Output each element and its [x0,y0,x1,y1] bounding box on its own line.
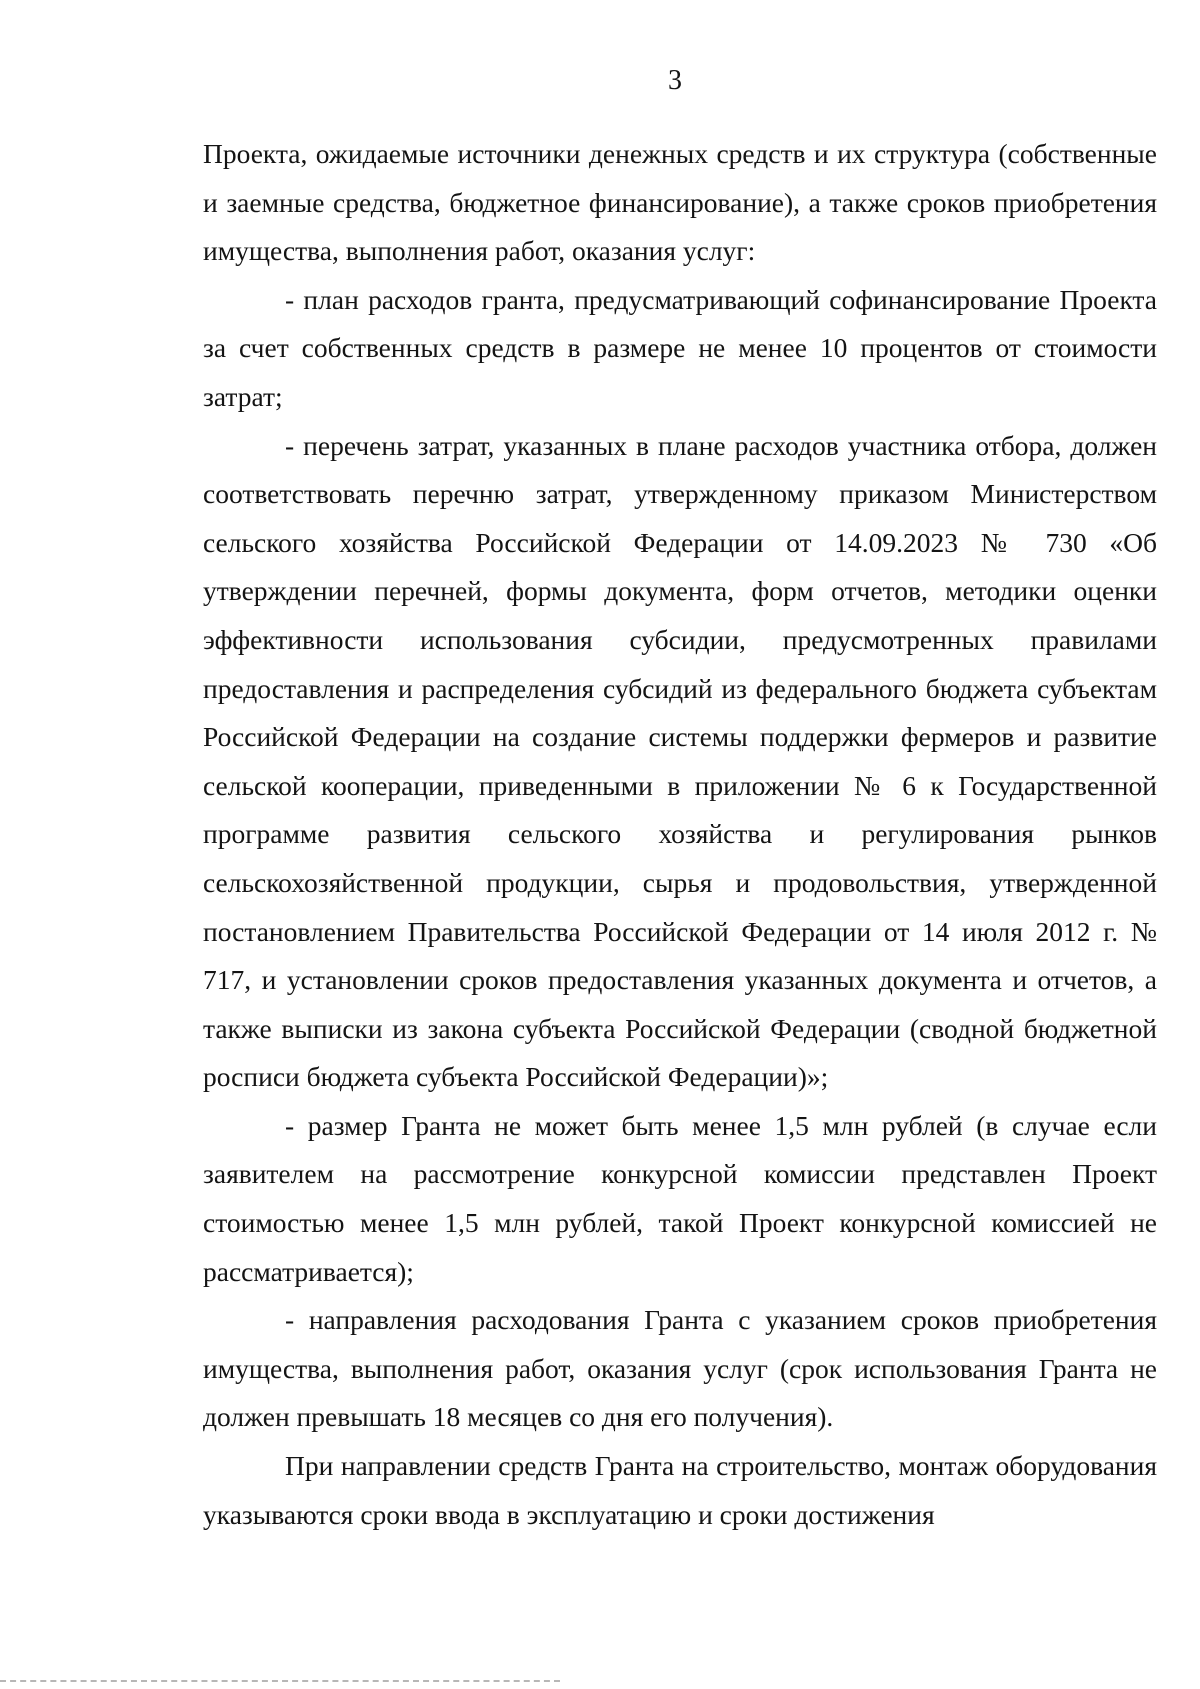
paragraph-continuation: Проекта, ожидаемые источники денежных средств и их структура (собственные и заемные средства, бюджетное финансирование), а также сроков приобретения имущества, выполнения работ, оказания услуг: [203,138,1157,267]
paragraph-construction: При направлении средств Гранта на строительство, монтаж оборудования указываются сроки ввода в эксплуатацию и сроки достижения [203,1450,1157,1530]
paragraph-grant-directions: - направления расходования Гранта с указанием сроков приобретения имущества, выполнения работ, оказания услуг (срок использования Гранта не должен превышать 18 месяцев со дня его получения). [203,1304,1157,1433]
paragraph-grant-size: - размер Гранта не может быть менее 1,5 млн рублей (в случае если заявителем на рассмотрение конкурсной комиссии представлен Проект стоимостью менее 1,5 млн рублей, такой Проект конкурсной комиссией не рассматривается); [203,1109,1157,1287]
paragraph-expense-plan: - план расходов гранта, предусматривающий софинансирование Проекта за счет собственных средств в размере не менее 10 процентов от стоимости затрат; [203,283,1157,412]
page-number: 3 [668,65,682,96]
document-body [203,130,1157,1539]
bottom-scan-edge [0,1680,560,1682]
paragraph-cost-list: - перечень затрат, указанных в плане расходов участника отбора, должен соответствовать перечню затрат, утвержденному приказом Министерством сельского хозяйства Российской Федерации от 14.09.2023 № 730 «Об утверждении перечней, формы документа, форм отчетов, методики оценки эффективности использования субсидии, предусмотренных правилами предоставления и распределения субсидий из федерального бюджета субъектам Российской Федерации на создание системы поддержки фермеров и развитие сельской кооперации, приведенными в приложении № 6 к Государственной программе развития сельского хозяйства и регулирования рынков сельскохозяйственной продукции, сырья и продовольствия, утвержденной постановлением Правительства Российской Федерации от 14 июля 2012 г. № 717, и установлении сроков предоставления указанных документа и отчетов, а также выписки из закона субъекта Российской Федерации (сводной бюджетной росписи бюджета субъекта Российской Федерации)»; [203,429,1157,1093]
